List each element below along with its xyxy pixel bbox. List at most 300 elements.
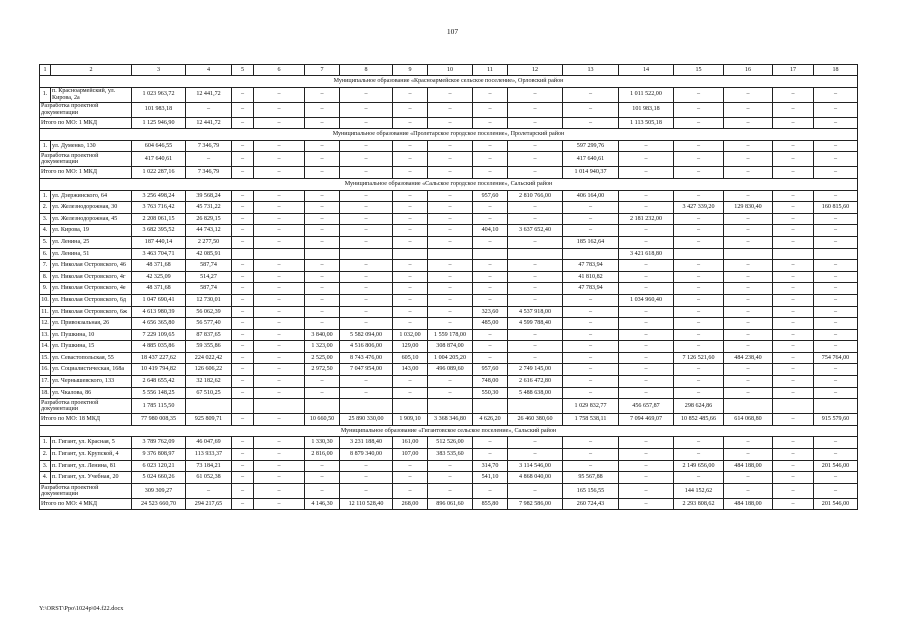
value-cell: 24 523 660,70 — [132, 498, 186, 510]
section-title-row — [40, 76, 858, 88]
value-cell: – — [473, 87, 508, 102]
section-title: Муниципальное образование «Пролетарское городское поселение», Пролетарский район — [40, 129, 858, 141]
row-number: 13. — [40, 329, 51, 341]
address-cell: ул. Николая Островского, 4г — [51, 271, 132, 283]
value-cell: – — [563, 117, 619, 129]
value-cell: – — [724, 225, 773, 237]
value-cell — [305, 399, 340, 414]
value-cell: – — [428, 283, 473, 295]
value-cell: – — [674, 294, 724, 306]
value-cell: – — [393, 387, 428, 399]
value-cell: – — [428, 294, 473, 306]
value-cell: – — [619, 167, 674, 179]
value-cell: – — [232, 414, 254, 426]
value-cell: – — [724, 318, 773, 330]
table-row — [40, 329, 858, 341]
value-cell: – — [674, 225, 724, 237]
value-cell: – — [724, 283, 773, 295]
value-cell: 44 743,12 — [186, 225, 232, 237]
value-cell: – — [393, 260, 428, 272]
column-header: 17 — [773, 65, 814, 76]
row-number: 12. — [40, 318, 51, 330]
value-cell: 915 579,60 — [814, 414, 858, 426]
value-cell: – — [254, 460, 305, 472]
value-cell: – — [773, 329, 814, 341]
table-row — [40, 225, 858, 237]
value-cell: – — [305, 236, 340, 248]
value-cell: – — [340, 152, 393, 167]
value-cell: 5 582 094,00 — [340, 329, 393, 341]
value-cell: 1 029 832,77 — [563, 399, 619, 414]
value-cell: – — [563, 294, 619, 306]
value-cell: 417 640,61 — [563, 152, 619, 167]
value-cell: – — [305, 318, 340, 330]
value-cell: 39 568,24 — [186, 190, 232, 202]
value-cell: – — [232, 472, 254, 484]
value-cell — [428, 248, 473, 260]
value-cell: – — [393, 472, 428, 484]
value-cell: – — [473, 213, 508, 225]
row-label: Итого по МО: 18 МКД — [40, 414, 132, 426]
value-cell: – — [724, 387, 773, 399]
value-cell: – — [473, 437, 508, 449]
value-cell — [508, 248, 563, 260]
section-title-row — [40, 178, 858, 190]
value-cell: 73 184,21 — [186, 460, 232, 472]
value-cell: – — [393, 236, 428, 248]
value-cell: – — [674, 190, 724, 202]
value-cell: 2 277,50 — [186, 236, 232, 248]
value-cell: – — [773, 364, 814, 376]
value-cell: – — [619, 190, 674, 202]
value-cell: 1 011 522,00 — [619, 87, 674, 102]
value-cell: – — [393, 306, 428, 318]
table-row — [40, 472, 858, 484]
value-cell: 160 815,60 — [814, 202, 858, 214]
value-cell: 1 034 960,40 — [619, 294, 674, 306]
value-cell: – — [340, 387, 393, 399]
address-cell: ул. Николая Островского, 4е — [51, 283, 132, 295]
row-label: Разработка проектной документации — [40, 102, 132, 117]
value-cell: 417 640,61 — [132, 152, 186, 167]
value-cell: – — [674, 387, 724, 399]
value-cell: – — [619, 483, 674, 498]
value-cell: – — [473, 167, 508, 179]
value-cell: – — [814, 387, 858, 399]
value-cell: – — [254, 437, 305, 449]
value-cell: 896 061,60 — [428, 498, 473, 510]
address-cell: ул. Чернышевского, 133 — [51, 376, 132, 388]
value-cell: – — [232, 117, 254, 129]
value-cell: 46 047,69 — [186, 437, 232, 449]
value-cell: – — [674, 117, 724, 129]
value-cell: 3 114 546,00 — [508, 460, 563, 472]
value-cell: – — [814, 152, 858, 167]
value-cell: – — [254, 102, 305, 117]
value-cell: – — [674, 260, 724, 272]
value-cell: – — [773, 140, 814, 152]
value-cell: 201 546,00 — [814, 498, 858, 510]
value-cell: – — [674, 306, 724, 318]
value-cell: – — [674, 140, 724, 152]
value-cell: – — [773, 102, 814, 117]
column-header: 9 — [393, 65, 428, 76]
value-cell — [473, 399, 508, 414]
value-cell: – — [814, 140, 858, 152]
value-cell: – — [724, 87, 773, 102]
value-cell: – — [773, 260, 814, 272]
value-cell: – — [563, 460, 619, 472]
value-cell: 8 879 340,00 — [340, 449, 393, 461]
value-cell: – — [186, 152, 232, 167]
value-cell: – — [428, 472, 473, 484]
row-number: 14. — [40, 341, 51, 353]
value-cell: – — [773, 87, 814, 102]
value-cell: – — [232, 329, 254, 341]
value-cell: 2 149 656,00 — [674, 460, 724, 472]
value-cell: 308 874,00 — [428, 341, 473, 353]
table-row — [40, 352, 858, 364]
row-number: 2. — [40, 202, 51, 214]
value-cell: 1 125 946,90 — [132, 117, 186, 129]
value-cell: 1 047 690,41 — [132, 294, 186, 306]
value-cell: – — [773, 472, 814, 484]
value-cell: – — [674, 437, 724, 449]
value-cell: 2 525,00 — [305, 352, 340, 364]
value-cell: 3 463 704,71 — [132, 248, 186, 260]
value-cell: – — [340, 102, 393, 117]
value-cell: – — [254, 225, 305, 237]
value-cell: 957,60 — [473, 364, 508, 376]
value-cell: – — [473, 329, 508, 341]
value-cell: – — [254, 376, 305, 388]
address-cell: п. Красноармейский, ул. Кирова, 2а — [51, 87, 132, 102]
value-cell: – — [773, 376, 814, 388]
value-cell: – — [814, 364, 858, 376]
value-cell: – — [773, 283, 814, 295]
value-cell: 512 526,00 — [428, 437, 473, 449]
value-cell: – — [232, 140, 254, 152]
value-cell: – — [674, 167, 724, 179]
value-cell: – — [814, 329, 858, 341]
value-cell: – — [232, 437, 254, 449]
value-cell: – — [254, 306, 305, 318]
value-cell: – — [473, 202, 508, 214]
value-cell: – — [814, 167, 858, 179]
value-cell — [254, 399, 305, 414]
value-cell: 1 559 178,00 — [428, 329, 473, 341]
table-row — [40, 140, 858, 152]
value-cell: – — [508, 437, 563, 449]
value-cell: – — [305, 472, 340, 484]
value-cell: – — [232, 102, 254, 117]
table-row — [40, 294, 858, 306]
row-number: 7. — [40, 260, 51, 272]
value-cell: 4 656 365,80 — [132, 318, 186, 330]
column-header: 16 — [724, 65, 773, 76]
value-cell: – — [619, 318, 674, 330]
value-cell: – — [232, 225, 254, 237]
value-cell: – — [340, 236, 393, 248]
value-cell: – — [305, 271, 340, 283]
value-cell: – — [563, 449, 619, 461]
value-cell — [393, 248, 428, 260]
value-cell: 1 004 205,20 — [428, 352, 473, 364]
value-cell: 3 256 498,24 — [132, 190, 186, 202]
value-cell: 2 972,50 — [305, 364, 340, 376]
address-cell: ул. Севастопольская, 55 — [51, 352, 132, 364]
address-cell: ул. Кирова, 19 — [51, 225, 132, 237]
value-cell: – — [305, 117, 340, 129]
value-cell: 550,30 — [473, 387, 508, 399]
value-cell: 87 837,65 — [186, 329, 232, 341]
value-cell: – — [340, 294, 393, 306]
value-cell: 7 346,79 — [186, 140, 232, 152]
value-cell: – — [563, 364, 619, 376]
value-cell: – — [563, 352, 619, 364]
row-number: 1. — [40, 140, 51, 152]
value-cell: – — [473, 236, 508, 248]
value-cell: 9 376 808,97 — [132, 449, 186, 461]
column-header: 14 — [619, 65, 674, 76]
value-cell: – — [724, 483, 773, 498]
value-cell: – — [674, 341, 724, 353]
value-cell: 48 371,68 — [132, 283, 186, 295]
value-cell: 1 014 940,37 — [563, 167, 619, 179]
value-cell: – — [254, 472, 305, 484]
value-cell: – — [724, 329, 773, 341]
section-title: Муниципальное образование «Красноармейское сельское поселение», Орловский район — [40, 76, 858, 88]
table-row — [40, 437, 858, 449]
value-cell: – — [724, 294, 773, 306]
value-cell: – — [393, 283, 428, 295]
value-cell: – — [814, 260, 858, 272]
value-cell: – — [724, 213, 773, 225]
value-cell: 3 637 652,40 — [508, 225, 563, 237]
value-cell: – — [305, 306, 340, 318]
value-cell: – — [340, 87, 393, 102]
value-cell: – — [619, 352, 674, 364]
address-cell: ул. Социалистическая, 168а — [51, 364, 132, 376]
value-cell: – — [773, 202, 814, 214]
value-cell: – — [340, 140, 393, 152]
value-cell: 3 231 188,40 — [340, 437, 393, 449]
value-cell: 5 488 638,00 — [508, 387, 563, 399]
value-cell: – — [232, 190, 254, 202]
value-cell: 56 062,39 — [186, 306, 232, 318]
value-cell: – — [305, 376, 340, 388]
value-cell: – — [619, 225, 674, 237]
value-cell: – — [508, 102, 563, 117]
address-cell: п. Гигант, ул. Крупской, 4 — [51, 449, 132, 461]
value-cell: 1 758 538,11 — [563, 414, 619, 426]
value-cell: – — [508, 87, 563, 102]
value-cell: 26 460 380,60 — [508, 414, 563, 426]
value-cell: 3 368 346,80 — [428, 414, 473, 426]
table-row — [40, 283, 858, 295]
value-cell: – — [254, 294, 305, 306]
value-cell: – — [724, 190, 773, 202]
address-cell: ул. Чкалова, 86 — [51, 387, 132, 399]
file-path-footer: Y:\ORST\Ppo\1024p\04.f22.docx — [39, 605, 124, 612]
value-cell: 10 660,50 — [305, 414, 340, 426]
value-cell: 95 567,88 — [563, 472, 619, 484]
value-cell: – — [393, 190, 428, 202]
row-number: 17. — [40, 376, 51, 388]
value-cell: – — [340, 271, 393, 283]
value-cell: – — [814, 472, 858, 484]
value-cell: – — [305, 460, 340, 472]
row-number: 10. — [40, 294, 51, 306]
summary-row — [40, 152, 858, 167]
value-cell: – — [619, 236, 674, 248]
value-cell: 7 229 109,65 — [132, 329, 186, 341]
value-cell: – — [619, 260, 674, 272]
value-cell: – — [232, 271, 254, 283]
value-cell — [814, 399, 858, 414]
summary-row — [40, 399, 858, 414]
value-cell — [473, 248, 508, 260]
value-cell: – — [724, 306, 773, 318]
address-cell: п. Гигант, ул. Ленина, 81 — [51, 460, 132, 472]
value-cell: – — [473, 117, 508, 129]
address-cell: ул. Ленина, 25 — [51, 236, 132, 248]
value-cell: – — [773, 387, 814, 399]
value-cell: – — [305, 152, 340, 167]
table-row — [40, 87, 858, 102]
value-cell: – — [814, 190, 858, 202]
value-cell: 143,00 — [393, 364, 428, 376]
value-cell: – — [619, 472, 674, 484]
table-row — [40, 213, 858, 225]
column-header: 5 — [232, 65, 254, 76]
value-cell: – — [773, 437, 814, 449]
value-cell: – — [393, 140, 428, 152]
value-cell: – — [724, 437, 773, 449]
table-row — [40, 260, 858, 272]
value-cell — [340, 248, 393, 260]
value-cell: – — [814, 225, 858, 237]
value-cell: – — [305, 140, 340, 152]
value-cell: – — [428, 271, 473, 283]
value-cell: – — [563, 341, 619, 353]
value-cell: 10 852 485,66 — [674, 414, 724, 426]
value-cell: – — [724, 271, 773, 283]
value-cell: 855,80 — [473, 498, 508, 510]
value-cell: 59 355,86 — [186, 341, 232, 353]
row-number: 4. — [40, 225, 51, 237]
value-cell: – — [428, 87, 473, 102]
value-cell: – — [473, 283, 508, 295]
value-cell: – — [563, 225, 619, 237]
value-cell: – — [428, 152, 473, 167]
value-cell: 61 052,38 — [186, 472, 232, 484]
value-cell: – — [508, 483, 563, 498]
value-cell: – — [305, 387, 340, 399]
value-cell: – — [393, 225, 428, 237]
value-cell: 10 419 794,82 — [132, 364, 186, 376]
value-cell: – — [724, 152, 773, 167]
value-cell: – — [508, 202, 563, 214]
value-cell: – — [254, 341, 305, 353]
value-cell: – — [232, 306, 254, 318]
row-number: 3. — [40, 460, 51, 472]
column-header: 2 — [51, 65, 132, 76]
row-number: 4. — [40, 472, 51, 484]
row-label: Итого по МО: 4 МКД — [40, 498, 132, 510]
value-cell: – — [619, 306, 674, 318]
value-cell: 4 537 918,00 — [508, 306, 563, 318]
table-row — [40, 460, 858, 472]
value-cell: 7 094 469,07 — [619, 414, 674, 426]
value-cell: 4 868 040,00 — [508, 472, 563, 484]
row-number: 8. — [40, 271, 51, 283]
address-cell: ул. Железнодорожная, 30 — [51, 202, 132, 214]
value-cell: – — [563, 202, 619, 214]
value-cell: 41 810,82 — [563, 271, 619, 283]
value-cell: 12 730,01 — [186, 294, 232, 306]
row-label: Разработка проектной документации — [40, 152, 132, 167]
value-cell: – — [814, 449, 858, 461]
value-cell: – — [305, 167, 340, 179]
section-title: Муниципальное образование «Гигантовское сельское поселение», Сальский район — [40, 425, 858, 437]
value-cell: – — [563, 102, 619, 117]
table-row — [40, 449, 858, 461]
value-cell: – — [393, 152, 428, 167]
column-header: 6 — [254, 65, 305, 76]
table-row — [40, 202, 858, 214]
value-cell: 3 421 618,80 — [619, 248, 674, 260]
value-cell: – — [724, 376, 773, 388]
value-cell: – — [674, 213, 724, 225]
value-cell: 201 546,00 — [814, 460, 858, 472]
value-cell: – — [674, 472, 724, 484]
value-cell: – — [674, 329, 724, 341]
value-cell: – — [428, 190, 473, 202]
section-title-row — [40, 129, 858, 141]
value-cell: – — [254, 329, 305, 341]
value-cell: – — [232, 364, 254, 376]
value-cell: 56 577,40 — [186, 318, 232, 330]
row-number: 16. — [40, 364, 51, 376]
value-cell: – — [773, 460, 814, 472]
value-cell: – — [393, 294, 428, 306]
row-number: 1. — [40, 437, 51, 449]
value-cell: 1 909,10 — [393, 414, 428, 426]
value-cell: – — [619, 152, 674, 167]
column-header: 18 — [814, 65, 858, 76]
value-cell: – — [254, 190, 305, 202]
value-cell: – — [773, 449, 814, 461]
value-cell: – — [563, 318, 619, 330]
value-cell: 1 113 505,18 — [619, 117, 674, 129]
address-cell: ул. Железнодорожная, 45 — [51, 213, 132, 225]
value-cell: 484 188,00 — [724, 498, 773, 510]
value-cell — [674, 248, 724, 260]
table-row — [40, 376, 858, 388]
value-cell: – — [674, 283, 724, 295]
value-cell: 957,60 — [473, 190, 508, 202]
value-cell: – — [473, 483, 508, 498]
value-cell: – — [619, 376, 674, 388]
value-cell: – — [563, 87, 619, 102]
address-cell: ул. Думенко, 130 — [51, 140, 132, 152]
value-cell: – — [508, 167, 563, 179]
value-cell: 2 816,00 — [305, 449, 340, 461]
value-cell: 1 785 115,50 — [132, 399, 186, 414]
value-cell: – — [508, 117, 563, 129]
value-cell: – — [619, 271, 674, 283]
